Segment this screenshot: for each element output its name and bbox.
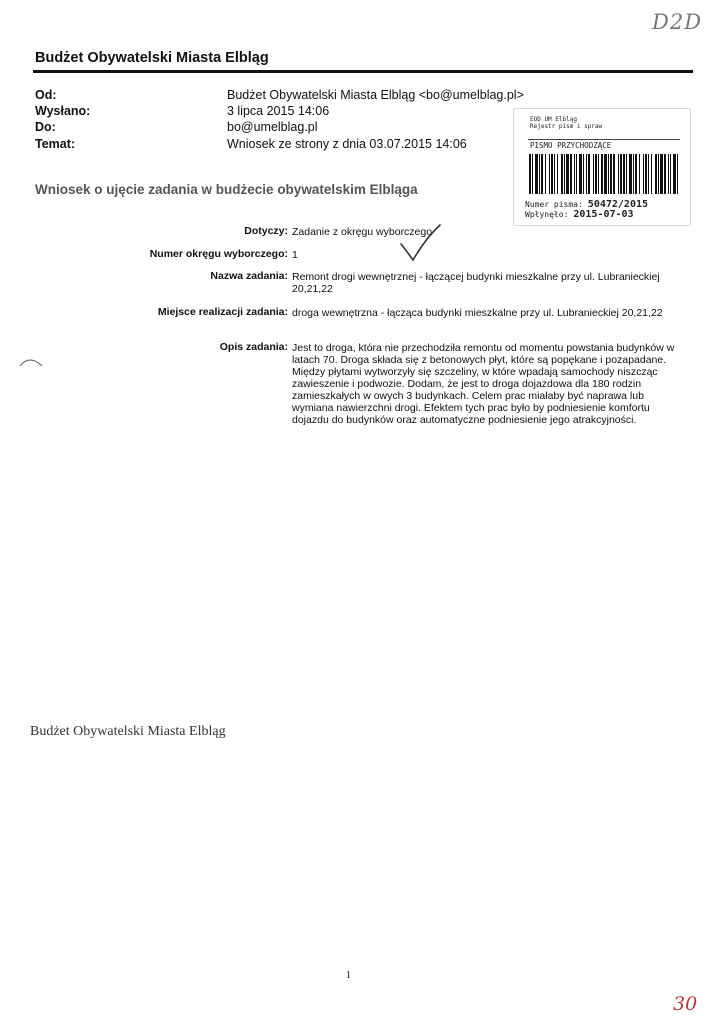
barcode-bar-27 bbox=[613, 154, 615, 194]
barcode-bar-40 bbox=[655, 154, 657, 194]
barcode-bar-9 bbox=[557, 154, 558, 194]
barcode-bar-21 bbox=[595, 154, 597, 194]
barcode-bar-16 bbox=[579, 154, 582, 194]
stamp-number-label: Numer pisma: bbox=[525, 200, 583, 209]
field-value-dotyczy: Zadanie z okręgu wyborczego bbox=[292, 226, 433, 238]
barcode-bar-4 bbox=[541, 154, 543, 194]
barcode-bar-36 bbox=[643, 154, 644, 194]
header-to-label: Do: bbox=[35, 120, 56, 134]
barcode-bar-33 bbox=[633, 154, 634, 194]
header-sent-value: 3 lipca 2015 14:06 bbox=[227, 104, 330, 118]
barcode-bar-24 bbox=[604, 154, 607, 194]
barcode-bar-41 bbox=[658, 154, 659, 194]
field-label-nazwa-zadania: Nazwa zadania: bbox=[210, 270, 288, 282]
barcode-bar-13 bbox=[570, 154, 572, 194]
barcode-bar-11 bbox=[564, 154, 565, 194]
handwritten-page-number: 30 bbox=[673, 993, 698, 1015]
field-value-opis-zadania: Jest to droga, która nie przechodziła remontu od momentu powstania budynków w latach 70. Droga składa się z betonowych płyt, które są popękane i pozapadane. Między płytami wytworzyły się szczeliny, w które wpadają samochody niszcząc zawieszenie i podwozie. Dodam, że jest to droga dojazdowa dla 180 rodzin zamieszkałych w owych 3 budynkach. Celem prac miałaby być naprawa lub wymiana nawierzchni drogi. Efektem tych prac było by podniesienie komfortu dojazdu do budynków oraz automatyczne podniesienie jego atrakcyjności. bbox=[292, 342, 675, 426]
stamp-divider bbox=[528, 139, 680, 140]
barcode-bar-5 bbox=[545, 154, 546, 194]
document-title: Budżet Obywatelski Miasta Elbląg bbox=[35, 50, 269, 66]
barcode-bar-39 bbox=[651, 154, 652, 194]
barcode-bar-20 bbox=[593, 154, 594, 194]
barcode bbox=[529, 154, 679, 194]
barcode-bar-38 bbox=[648, 154, 649, 194]
barcode-bar-10 bbox=[561, 154, 563, 194]
stamp-type: PISMO PRZYCHODZĄCE bbox=[530, 141, 612, 150]
barcode-bar-14 bbox=[574, 154, 575, 194]
barcode-bar-30 bbox=[623, 154, 625, 194]
barcode-bar-2 bbox=[535, 154, 538, 194]
barcode-bar-12 bbox=[566, 154, 569, 194]
field-value-miejsce-realizacji: droga wewnętrzna - łącząca budynki mieszkalne przy ul. Lubranieckiej 20,21,22 bbox=[292, 307, 663, 319]
barcode-bar-22 bbox=[598, 154, 599, 194]
barcode-bar-43 bbox=[664, 154, 666, 194]
stamp-office: EOD UM Elbląg bbox=[530, 116, 577, 123]
header-subject-value: Wniosek ze strony z dnia 03.07.2015 14:06 bbox=[227, 137, 467, 151]
header-from-value: Budżet Obywatelski Miasta Elbląg <bo@umelblag.pl> bbox=[227, 88, 524, 102]
field-label-miejsce-realizacji: Miejsce realizacji zadania: bbox=[157, 306, 288, 318]
barcode-bar-6 bbox=[549, 154, 550, 194]
barcode-bar-8 bbox=[554, 154, 555, 194]
barcode-bar-18 bbox=[586, 154, 587, 194]
barcode-bar-35 bbox=[639, 154, 640, 194]
header-subject-label: Temat: bbox=[35, 137, 76, 151]
barcode-bar-15 bbox=[576, 154, 577, 194]
handwritten-code: D2D bbox=[652, 10, 703, 34]
barcode-bar-42 bbox=[660, 154, 663, 194]
barcode-bar-7 bbox=[551, 154, 553, 194]
barcode-bar-34 bbox=[635, 154, 637, 194]
barcode-bar-19 bbox=[588, 154, 590, 194]
barcode-bar-29 bbox=[620, 154, 622, 194]
barcode-bar-26 bbox=[610, 154, 612, 194]
pen-mark-icon bbox=[18, 356, 44, 370]
barcode-bar-31 bbox=[626, 154, 627, 194]
barcode-bar-28 bbox=[618, 154, 619, 194]
header-from-label: Od: bbox=[35, 88, 57, 102]
title-divider bbox=[33, 70, 693, 73]
barcode-bar-0 bbox=[529, 154, 531, 194]
checkmark-icon bbox=[398, 222, 444, 264]
page-number: 1 bbox=[346, 970, 351, 981]
barcode-bar-45 bbox=[670, 154, 671, 194]
stamp-received-label: Wpłynęło: bbox=[525, 210, 569, 219]
barcode-bar-25 bbox=[608, 154, 609, 194]
field-value-numer-okregu: 1 bbox=[292, 249, 298, 261]
stamp-received-value: 2015-07-03 bbox=[573, 209, 634, 220]
barcode-bar-47 bbox=[677, 154, 678, 194]
footer-signature: Budżet Obywatelski Miasta Elbląg bbox=[30, 724, 226, 739]
barcode-bar-44 bbox=[668, 154, 669, 194]
barcode-bar-17 bbox=[583, 154, 584, 194]
barcode-bar-1 bbox=[532, 154, 533, 194]
field-label-dotyczy: Dotyczy: bbox=[244, 225, 288, 237]
header-sent-label: Wysłano: bbox=[35, 104, 91, 118]
registry-stamp bbox=[513, 108, 691, 226]
header-to-value: bo@umelblag.pl bbox=[227, 120, 318, 134]
field-label-opis-zadania: Opis zadania: bbox=[219, 341, 288, 353]
field-value-nazwa-zadania: Remont drogi wewnętrznej - łączącej budynki mieszkalne przy ul. Lubranieckiej 20,21,22 bbox=[292, 271, 660, 295]
field-label-numer-okregu: Numer okręgu wyborczego: bbox=[149, 248, 288, 260]
barcode-bar-3 bbox=[539, 154, 540, 194]
barcode-bar-32 bbox=[629, 154, 632, 194]
barcode-bar-37 bbox=[645, 154, 647, 194]
barcode-bar-46 bbox=[673, 154, 676, 194]
barcode-bar-23 bbox=[601, 154, 603, 194]
stamp-registry: Rejestr pism i spraw bbox=[530, 123, 603, 130]
section-title: Wniosek o ujęcie zadania w budżecie obywatelskim Elbląga bbox=[35, 182, 418, 197]
stamp-number-value: 50472/2015 bbox=[587, 199, 649, 210]
